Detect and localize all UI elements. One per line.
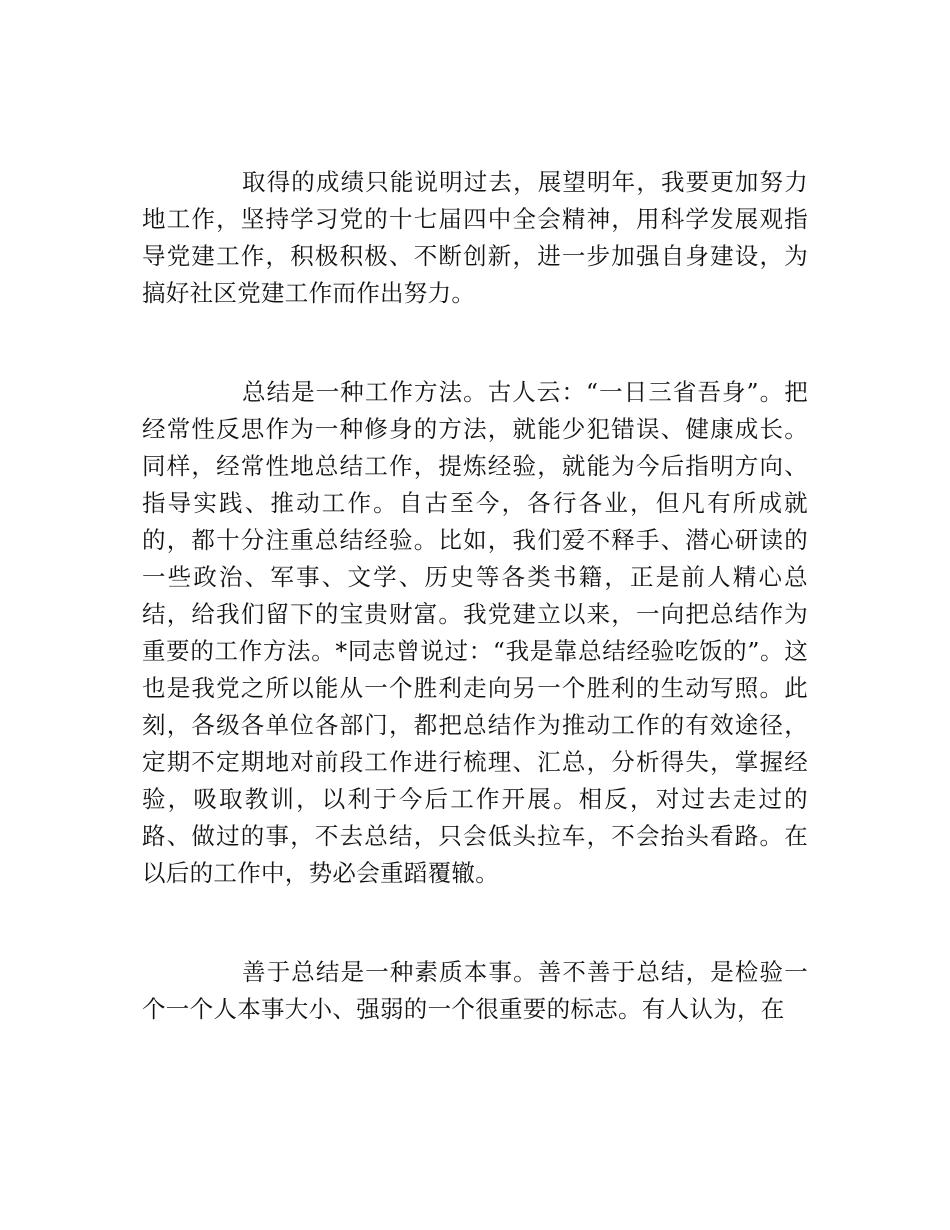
document-body (142, 164, 808, 1028)
paragraph-1: 取得的成绩只能说明过去，展望明年，我要更加努力地工作，坚持学习党的十七届四中全会精神，用科学发展观指导党建工作，积极积极、不断创新，进一步加强自身建设，为搞好社区党建工作而作出努力。 (142, 168, 808, 307)
paragraph-3: 善于总结是一种素质本事。善不善于总结，是检验一个一个人本事大小、强弱的一个很重要的标志。有人认为，在 (142, 958, 808, 1023)
paragraph-2: 总结是一种工作方法。古人云：“一日三省吾身”。把经常性反思作为一种修身的方法，就能少犯错误、健康成长。同样，经常性地总结工作，提炼经验，就能为今后指明方向、指导实践、推动工作。自古至今，各行各业，但凡有所成就的，都十分注重总结经验。比如，我们爱不释手、潜心研读的一些政治、军事、文学、历史等各类书籍，正是前人精心总结，给我们留下的宝贵财富。我党建立以来，一向把总结作为重要的工作方法。*同志曾说过：“我是靠总结经验吃饭的”。这也是我党之所以能从一个胜利走向另一个胜利的生动写照。此刻，各级各单位各部门，都把总结作为推动工作的有效途径，定期不定期地对前段工作进行梳理、汇总，分析得失，掌握经验，吸取教训，以利于今后工作开展。相反，对过去走过的路、做过的事，不去总结，只会低头拉车，不会抬头看路。在以后的工作中，势必会重蹈覆辙。 (142, 378, 808, 887)
